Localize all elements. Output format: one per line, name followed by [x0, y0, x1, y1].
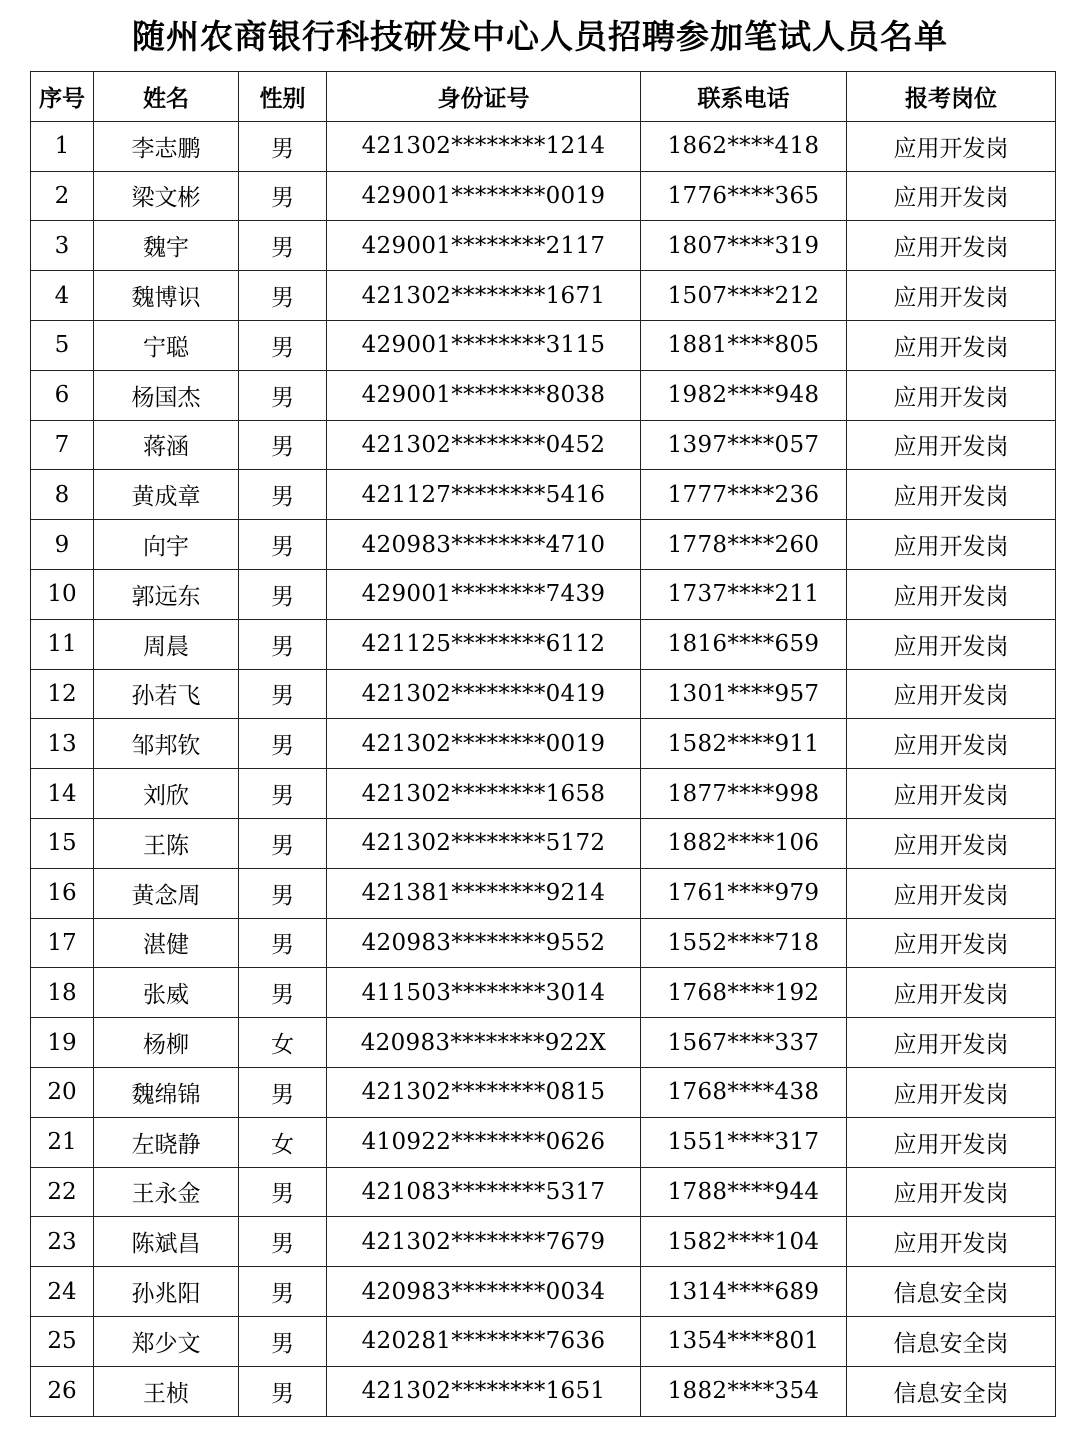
cell-name: 张威	[94, 968, 239, 1018]
cell-id-number: 421302********0815	[327, 1067, 641, 1117]
cell-phone: 1768****192	[641, 968, 847, 1018]
cell-phone: 1314****689	[641, 1267, 847, 1317]
table-row	[31, 1316, 1056, 1366]
cell-seq: 9	[31, 520, 94, 570]
cell-name: 向宇	[94, 520, 239, 570]
cell-phone: 1778****260	[641, 520, 847, 570]
cell-gender: 男	[239, 719, 327, 769]
table-row	[31, 769, 1056, 819]
table-row	[31, 520, 1056, 570]
cell-id-number: 429001********2117	[327, 221, 641, 271]
header-id-number: 身份证号	[327, 72, 641, 122]
cell-id-number: 421302********1671	[327, 271, 641, 321]
cell-seq: 24	[31, 1267, 94, 1317]
table-row	[31, 470, 1056, 520]
cell-gender: 男	[239, 769, 327, 819]
cell-position: 应用开发岗	[847, 121, 1056, 171]
table-row	[31, 1366, 1056, 1416]
table-row	[31, 569, 1056, 619]
table-row	[31, 221, 1056, 271]
cell-position: 应用开发岗	[847, 968, 1056, 1018]
cell-name: 湛健	[94, 918, 239, 968]
cell-name: 王陈	[94, 818, 239, 868]
cell-seq: 4	[31, 271, 94, 321]
cell-gender: 男	[239, 968, 327, 1018]
cell-name: 李志鹏	[94, 121, 239, 171]
table-row	[31, 420, 1056, 470]
cell-gender: 男	[239, 1316, 327, 1366]
cell-seq: 14	[31, 769, 94, 819]
cell-position: 信息安全岗	[847, 1316, 1056, 1366]
cell-id-number: 411503********3014	[327, 968, 641, 1018]
cell-gender: 男	[239, 121, 327, 171]
cell-id-number: 421302********5172	[327, 818, 641, 868]
cell-id-number: 421083********5317	[327, 1167, 641, 1217]
cell-phone: 1768****438	[641, 1067, 847, 1117]
cell-id-number: 421381********9214	[327, 868, 641, 918]
cell-id-number: 420983********0034	[327, 1267, 641, 1317]
cell-seq: 18	[31, 968, 94, 1018]
cell-seq: 3	[31, 221, 94, 271]
cell-seq: 12	[31, 669, 94, 719]
cell-id-number: 421302********1651	[327, 1366, 641, 1416]
cell-name: 黄成章	[94, 470, 239, 520]
cell-id-number: 429001********8038	[327, 370, 641, 420]
table-row	[31, 121, 1056, 171]
cell-name: 周晨	[94, 619, 239, 669]
cell-position: 应用开发岗	[847, 520, 1056, 570]
cell-phone: 1862****418	[641, 121, 847, 171]
header-gender: 性别	[239, 72, 327, 122]
cell-gender: 男	[239, 868, 327, 918]
cell-id-number: 421302********0452	[327, 420, 641, 470]
cell-name: 宁聪	[94, 320, 239, 370]
page-title: 随州农商银行科技研发中心人员招聘参加笔试人员名单	[132, 17, 948, 56]
cell-gender: 男	[239, 1067, 327, 1117]
table-row	[31, 918, 1056, 968]
cell-position: 应用开发岗	[847, 868, 1056, 918]
cell-position: 应用开发岗	[847, 221, 1056, 271]
cell-phone: 1816****659	[641, 619, 847, 669]
cell-position: 应用开发岗	[847, 420, 1056, 470]
cell-gender: 男	[239, 420, 327, 470]
cell-position: 应用开发岗	[847, 669, 1056, 719]
cell-position: 应用开发岗	[847, 1117, 1056, 1167]
cell-position: 应用开发岗	[847, 569, 1056, 619]
cell-seq: 8	[31, 470, 94, 520]
table-row	[31, 370, 1056, 420]
table-row	[31, 868, 1056, 918]
cell-seq: 11	[31, 619, 94, 669]
cell-phone: 1761****979	[641, 868, 847, 918]
cell-position: 应用开发岗	[847, 271, 1056, 321]
cell-phone: 1776****365	[641, 171, 847, 221]
table-header-row	[31, 72, 1056, 122]
cell-position: 应用开发岗	[847, 171, 1056, 221]
cell-phone: 1582****911	[641, 719, 847, 769]
cell-id-number: 420983********9552	[327, 918, 641, 968]
cell-gender: 男	[239, 470, 327, 520]
cell-position: 应用开发岗	[847, 470, 1056, 520]
cell-phone: 1807****319	[641, 221, 847, 271]
cell-phone: 1882****106	[641, 818, 847, 868]
cell-position: 应用开发岗	[847, 619, 1056, 669]
cell-gender: 男	[239, 818, 327, 868]
cell-seq: 23	[31, 1217, 94, 1267]
cell-position: 应用开发岗	[847, 918, 1056, 968]
cell-seq: 26	[31, 1366, 94, 1416]
cell-gender: 男	[239, 1366, 327, 1416]
cell-gender: 女	[239, 1018, 327, 1068]
cell-name: 邹邦钦	[94, 719, 239, 769]
table-row	[31, 719, 1056, 769]
table-row	[31, 320, 1056, 370]
cell-name: 黄念周	[94, 868, 239, 918]
table-row	[31, 968, 1056, 1018]
cell-name: 杨国杰	[94, 370, 239, 420]
cell-seq: 25	[31, 1316, 94, 1366]
cell-id-number: 429001********7439	[327, 569, 641, 619]
cell-name: 左晓静	[94, 1117, 239, 1167]
cell-id-number: 421302********0019	[327, 719, 641, 769]
cell-phone: 1301****957	[641, 669, 847, 719]
cell-seq: 20	[31, 1067, 94, 1117]
cell-id-number: 421302********1214	[327, 121, 641, 171]
table-row	[31, 818, 1056, 868]
cell-position: 应用开发岗	[847, 370, 1056, 420]
cell-phone: 1397****057	[641, 420, 847, 470]
cell-id-number: 429001********3115	[327, 320, 641, 370]
cell-phone: 1354****801	[641, 1316, 847, 1366]
cell-seq: 16	[31, 868, 94, 918]
header-position: 报考岗位	[847, 72, 1056, 122]
cell-name: 刘欣	[94, 769, 239, 819]
cell-phone: 1877****998	[641, 769, 847, 819]
table-body	[31, 121, 1056, 1416]
cell-position: 应用开发岗	[847, 1018, 1056, 1068]
table-row	[31, 1267, 1056, 1317]
cell-position: 应用开发岗	[847, 1067, 1056, 1117]
cell-gender: 男	[239, 669, 327, 719]
cell-seq: 2	[31, 171, 94, 221]
cell-seq: 7	[31, 420, 94, 470]
candidate-table	[30, 71, 1056, 1417]
cell-name: 魏博识	[94, 271, 239, 321]
cell-phone: 1788****944	[641, 1167, 847, 1217]
cell-seq: 21	[31, 1117, 94, 1167]
cell-position: 信息安全岗	[847, 1267, 1056, 1317]
cell-position: 应用开发岗	[847, 769, 1056, 819]
cell-position: 应用开发岗	[847, 818, 1056, 868]
cell-phone: 1777****236	[641, 470, 847, 520]
cell-gender: 男	[239, 221, 327, 271]
cell-id-number: 420983********4710	[327, 520, 641, 570]
table-row	[31, 171, 1056, 221]
cell-seq: 13	[31, 719, 94, 769]
cell-name: 孙兆阳	[94, 1267, 239, 1317]
cell-phone: 1982****948	[641, 370, 847, 420]
cell-position: 应用开发岗	[847, 320, 1056, 370]
cell-seq: 6	[31, 370, 94, 420]
cell-name: 郑少文	[94, 1316, 239, 1366]
cell-id-number: 429001********0019	[327, 171, 641, 221]
header-name: 姓名	[94, 72, 239, 122]
table-row	[31, 1067, 1056, 1117]
cell-id-number: 421302********1658	[327, 769, 641, 819]
cell-name: 魏宇	[94, 221, 239, 271]
cell-id-number: 421125********6112	[327, 619, 641, 669]
cell-gender: 男	[239, 569, 327, 619]
cell-position: 应用开发岗	[847, 719, 1056, 769]
header-phone: 联系电话	[641, 72, 847, 122]
cell-id-number: 421302********0419	[327, 669, 641, 719]
cell-name: 杨柳	[94, 1018, 239, 1068]
cell-gender: 男	[239, 918, 327, 968]
cell-phone: 1737****211	[641, 569, 847, 619]
cell-seq: 17	[31, 918, 94, 968]
cell-name: 魏绵锦	[94, 1067, 239, 1117]
table-row	[31, 1117, 1056, 1167]
cell-gender: 男	[239, 171, 327, 221]
cell-seq: 22	[31, 1167, 94, 1217]
cell-name: 郭远东	[94, 569, 239, 619]
cell-seq: 10	[31, 569, 94, 619]
cell-id-number: 421127********5416	[327, 470, 641, 520]
cell-gender: 男	[239, 1267, 327, 1317]
cell-gender: 男	[239, 1167, 327, 1217]
cell-phone: 1551****317	[641, 1117, 847, 1167]
cell-id-number: 410922********0626	[327, 1117, 641, 1167]
cell-name: 陈斌昌	[94, 1217, 239, 1267]
cell-phone: 1552****718	[641, 918, 847, 968]
table-row	[31, 1167, 1056, 1217]
cell-gender: 男	[239, 370, 327, 420]
cell-id-number: 420281********7636	[327, 1316, 641, 1366]
cell-gender: 男	[239, 320, 327, 370]
cell-gender: 女	[239, 1117, 327, 1167]
table-row	[31, 619, 1056, 669]
cell-phone: 1882****354	[641, 1366, 847, 1416]
cell-name: 王永金	[94, 1167, 239, 1217]
cell-phone: 1507****212	[641, 271, 847, 321]
cell-gender: 男	[239, 619, 327, 669]
cell-seq: 15	[31, 818, 94, 868]
cell-phone: 1881****805	[641, 320, 847, 370]
cell-phone: 1567****337	[641, 1018, 847, 1068]
cell-position: 应用开发岗	[847, 1217, 1056, 1267]
cell-id-number: 420983********922X	[327, 1018, 641, 1068]
cell-seq: 5	[31, 320, 94, 370]
cell-name: 孙若飞	[94, 669, 239, 719]
cell-name: 王桢	[94, 1366, 239, 1416]
cell-id-number: 421302********7679	[327, 1217, 641, 1267]
cell-gender: 男	[239, 520, 327, 570]
cell-name: 蒋涵	[94, 420, 239, 470]
table-row	[31, 1217, 1056, 1267]
cell-position: 应用开发岗	[847, 1167, 1056, 1217]
cell-phone: 1582****104	[641, 1217, 847, 1267]
table-row	[31, 1018, 1056, 1068]
cell-gender: 男	[239, 271, 327, 321]
table-row	[31, 271, 1056, 321]
header-seq: 序号	[31, 72, 94, 122]
cell-position: 信息安全岗	[847, 1366, 1056, 1416]
cell-name: 梁文彬	[94, 171, 239, 221]
cell-gender: 男	[239, 1217, 327, 1267]
cell-seq: 19	[31, 1018, 94, 1068]
table-row	[31, 669, 1056, 719]
cell-seq: 1	[31, 121, 94, 171]
